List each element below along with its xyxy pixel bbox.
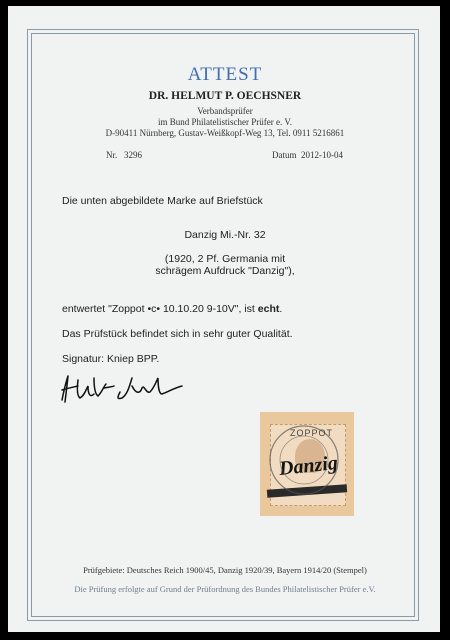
attest-title: ATTEST [187,64,263,85]
catalog-number: Danzig Mi.-Nr. 32 [184,229,266,241]
footer-examination-areas: Prüfgebiete: Deutsches Reich 1900/45, Danzig 1920/39, Bayern 1914/20 (Stempel) [83,565,367,575]
signatur-text: Signatur: Kniep BPP. [62,353,160,365]
examiner-address: D-90411 Nürnberg, Gustav-Weißkopf-Weg 13, Tel. 0911 5216861 [105,128,345,138]
stamp-description-2: schrägem Aufdruck "Danzig"), [155,265,295,277]
certificate-date: Datum 2012-10-04 [272,150,343,160]
certificate-number: Nr. 3296 [106,150,142,160]
footer-regulation: Die Prüfung erfolgte auf Grund der Prüfordnung des Bundes Philatelistischer Prüfer e.V. [74,584,376,594]
examiner-association: im Bund Philatelistischer Prüfer e. V. [158,117,292,127]
overprint-text: Danzig [277,451,339,481]
examiner-role: Verbandsprüfer [197,106,253,116]
stamp-description-1: (1920, 2 Pf. Germania mit [164,253,286,265]
intro-text: Die unten abgebildete Marke auf Briefstück [62,195,263,207]
cancel-text: entwertet "Zoppot •c• 10.10.20 9-10V", ist echt. [62,303,283,315]
postmark-text: ZOPPOT [290,428,334,438]
examiner-name: DR. HELMUT P. OECHSNER [148,90,302,102]
handwritten-signature [58,372,188,406]
stamp-on-piece [260,412,354,516]
quality-text: Das Prüfstück befindet sich in sehr guter Qualität. [62,328,293,340]
